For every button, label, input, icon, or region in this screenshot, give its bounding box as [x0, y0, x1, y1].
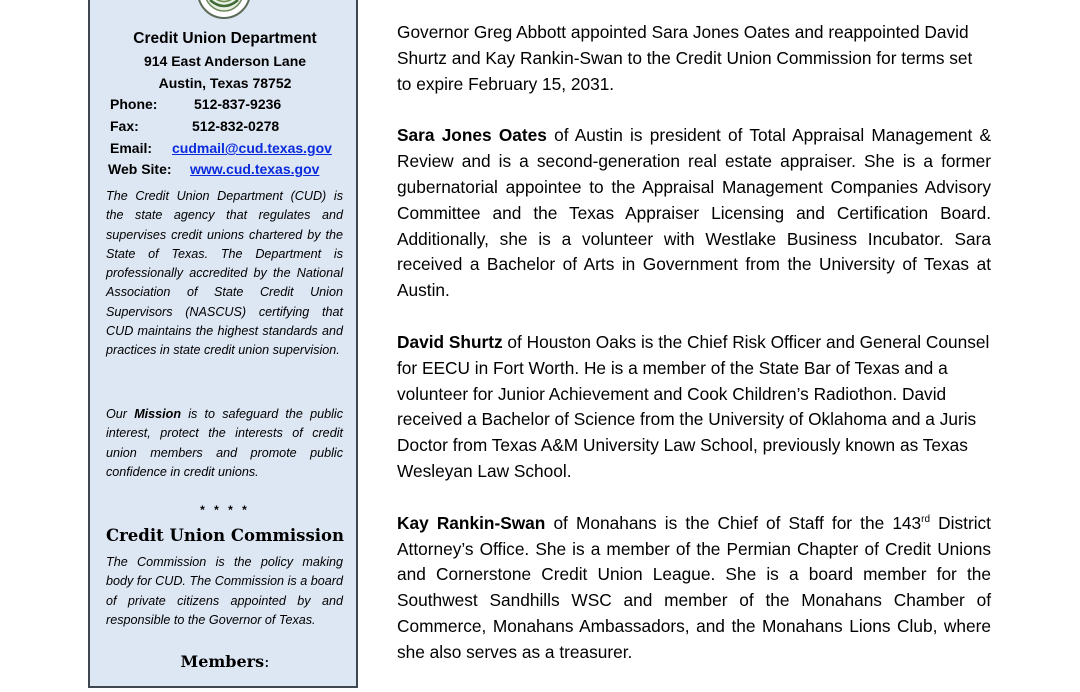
- ordinal-suffix: rd: [921, 513, 931, 525]
- commission-heading: Credit Union Commission: [105, 526, 345, 545]
- members-heading: [90, 652, 358, 671]
- website-link[interactable]: www.cud.texas.gov: [190, 161, 320, 177]
- article-body: [397, 20, 991, 692]
- shurtz-paragraph: [397, 330, 991, 485]
- rankin-swan-name: Kay Rankin-Swan: [397, 512, 546, 533]
- mission-word: Mission: [134, 407, 182, 421]
- rankin-swan-bio-part1: of Monahans is the Chief of Staff for the 143: [545, 512, 922, 533]
- sidebar-panel: [88, 0, 358, 688]
- rankin-swan-bio-part2: District Attorney’s Office. She is a member of the Permian Chapter of Credit Unions and Cornerstone Credit Union League. She is a board member for the Southwest Sandhills WSC and member of the Monahans Chamber of Commerce, Monahans Ambassadors, and the Monahans Lions Club, where she also serves as a treasurer.: [397, 512, 991, 662]
- shurtz-bio: of Houston Oaks is the Chief Risk Officer and General Counsel for EECU in Fort Worth. He is a member of the State Bar of Texas and a volunteer for Junior Achievement and Cook Children’s Radiothon. David received a Bachelor of Science from the University of Oklahoma and a Juris Doctor from Texas A&M University Law School, previously known as Texas Wesleyan Law School.: [397, 331, 990, 481]
- phone-label: Phone:: [110, 96, 158, 112]
- website-label: Web Site:: [108, 161, 172, 177]
- section-divider-stars: * * * *: [200, 503, 250, 517]
- mission-prefix: Our: [106, 407, 135, 421]
- phone-row: [110, 96, 282, 112]
- rankin-swan-paragraph: [397, 511, 991, 666]
- address-line-2: Austin, Texas 78752: [158, 75, 292, 91]
- email-link[interactable]: cudmail@cud.texas.gov: [172, 140, 332, 156]
- mission-text: is to safeguard the public interest, protect the interests of credit union members and promote public confidence in credit unions.: [106, 407, 343, 479]
- fax-label: Fax:: [110, 118, 139, 134]
- address-line-1: 914 East Anderson Lane: [143, 53, 307, 69]
- members-colon: :: [264, 652, 270, 671]
- oates-name: Sara Jones Oates: [397, 125, 547, 146]
- department-seal-icon: [196, 0, 252, 20]
- fax-value: 512-832-0278: [192, 118, 280, 134]
- phone-value: 512-837-9236: [194, 96, 282, 112]
- oates-bio: of Austin is president of Total Appraisal Management & Review and is a second-generation real estate appraiser. She is a former gubernatorial appointee to the Appraisal Management Companies Advisory Committee and the Texas Appraiser Licensing and Certification Board. Additionally, she is a volunteer with Westlake Business Incubator. Sara received a Bachelor of Arts in Government from the University of Texas at Austin.: [397, 125, 991, 301]
- commission-paragraph: The Commission is the policy making body for CUD. The Commission is a board of private citizens appointed by and responsible to the Governor of Texas.: [106, 555, 343, 627]
- intro-paragraph: Governor Greg Abbott appointed Sara Jones Oates and reappointed David Shurtz and Kay Rankin-Swan to the Credit Union Commission for terms set to expire February 15, 2031.: [397, 22, 973, 94]
- department-name: Credit Union Department: [133, 30, 317, 47]
- members-label: Members: [180, 652, 265, 671]
- fax-row: [110, 118, 280, 134]
- mission-paragraph: [106, 405, 343, 482]
- shurtz-name: David Shurtz: [397, 331, 503, 352]
- about-cud-paragraph: The Credit Union Department (CUD) is the state agency that regulates and supervises credit unions chartered by the State of Texas. The Department is professionally accredited by the National Association of State Credit Union Supervisors (NASCUS) certifying that CUD maintains the highest standards and practices in state credit union supervision.: [106, 189, 343, 358]
- email-row: [110, 140, 332, 156]
- oates-paragraph: [397, 123, 991, 304]
- email-label: Email:: [110, 140, 153, 156]
- website-row: [108, 161, 320, 177]
